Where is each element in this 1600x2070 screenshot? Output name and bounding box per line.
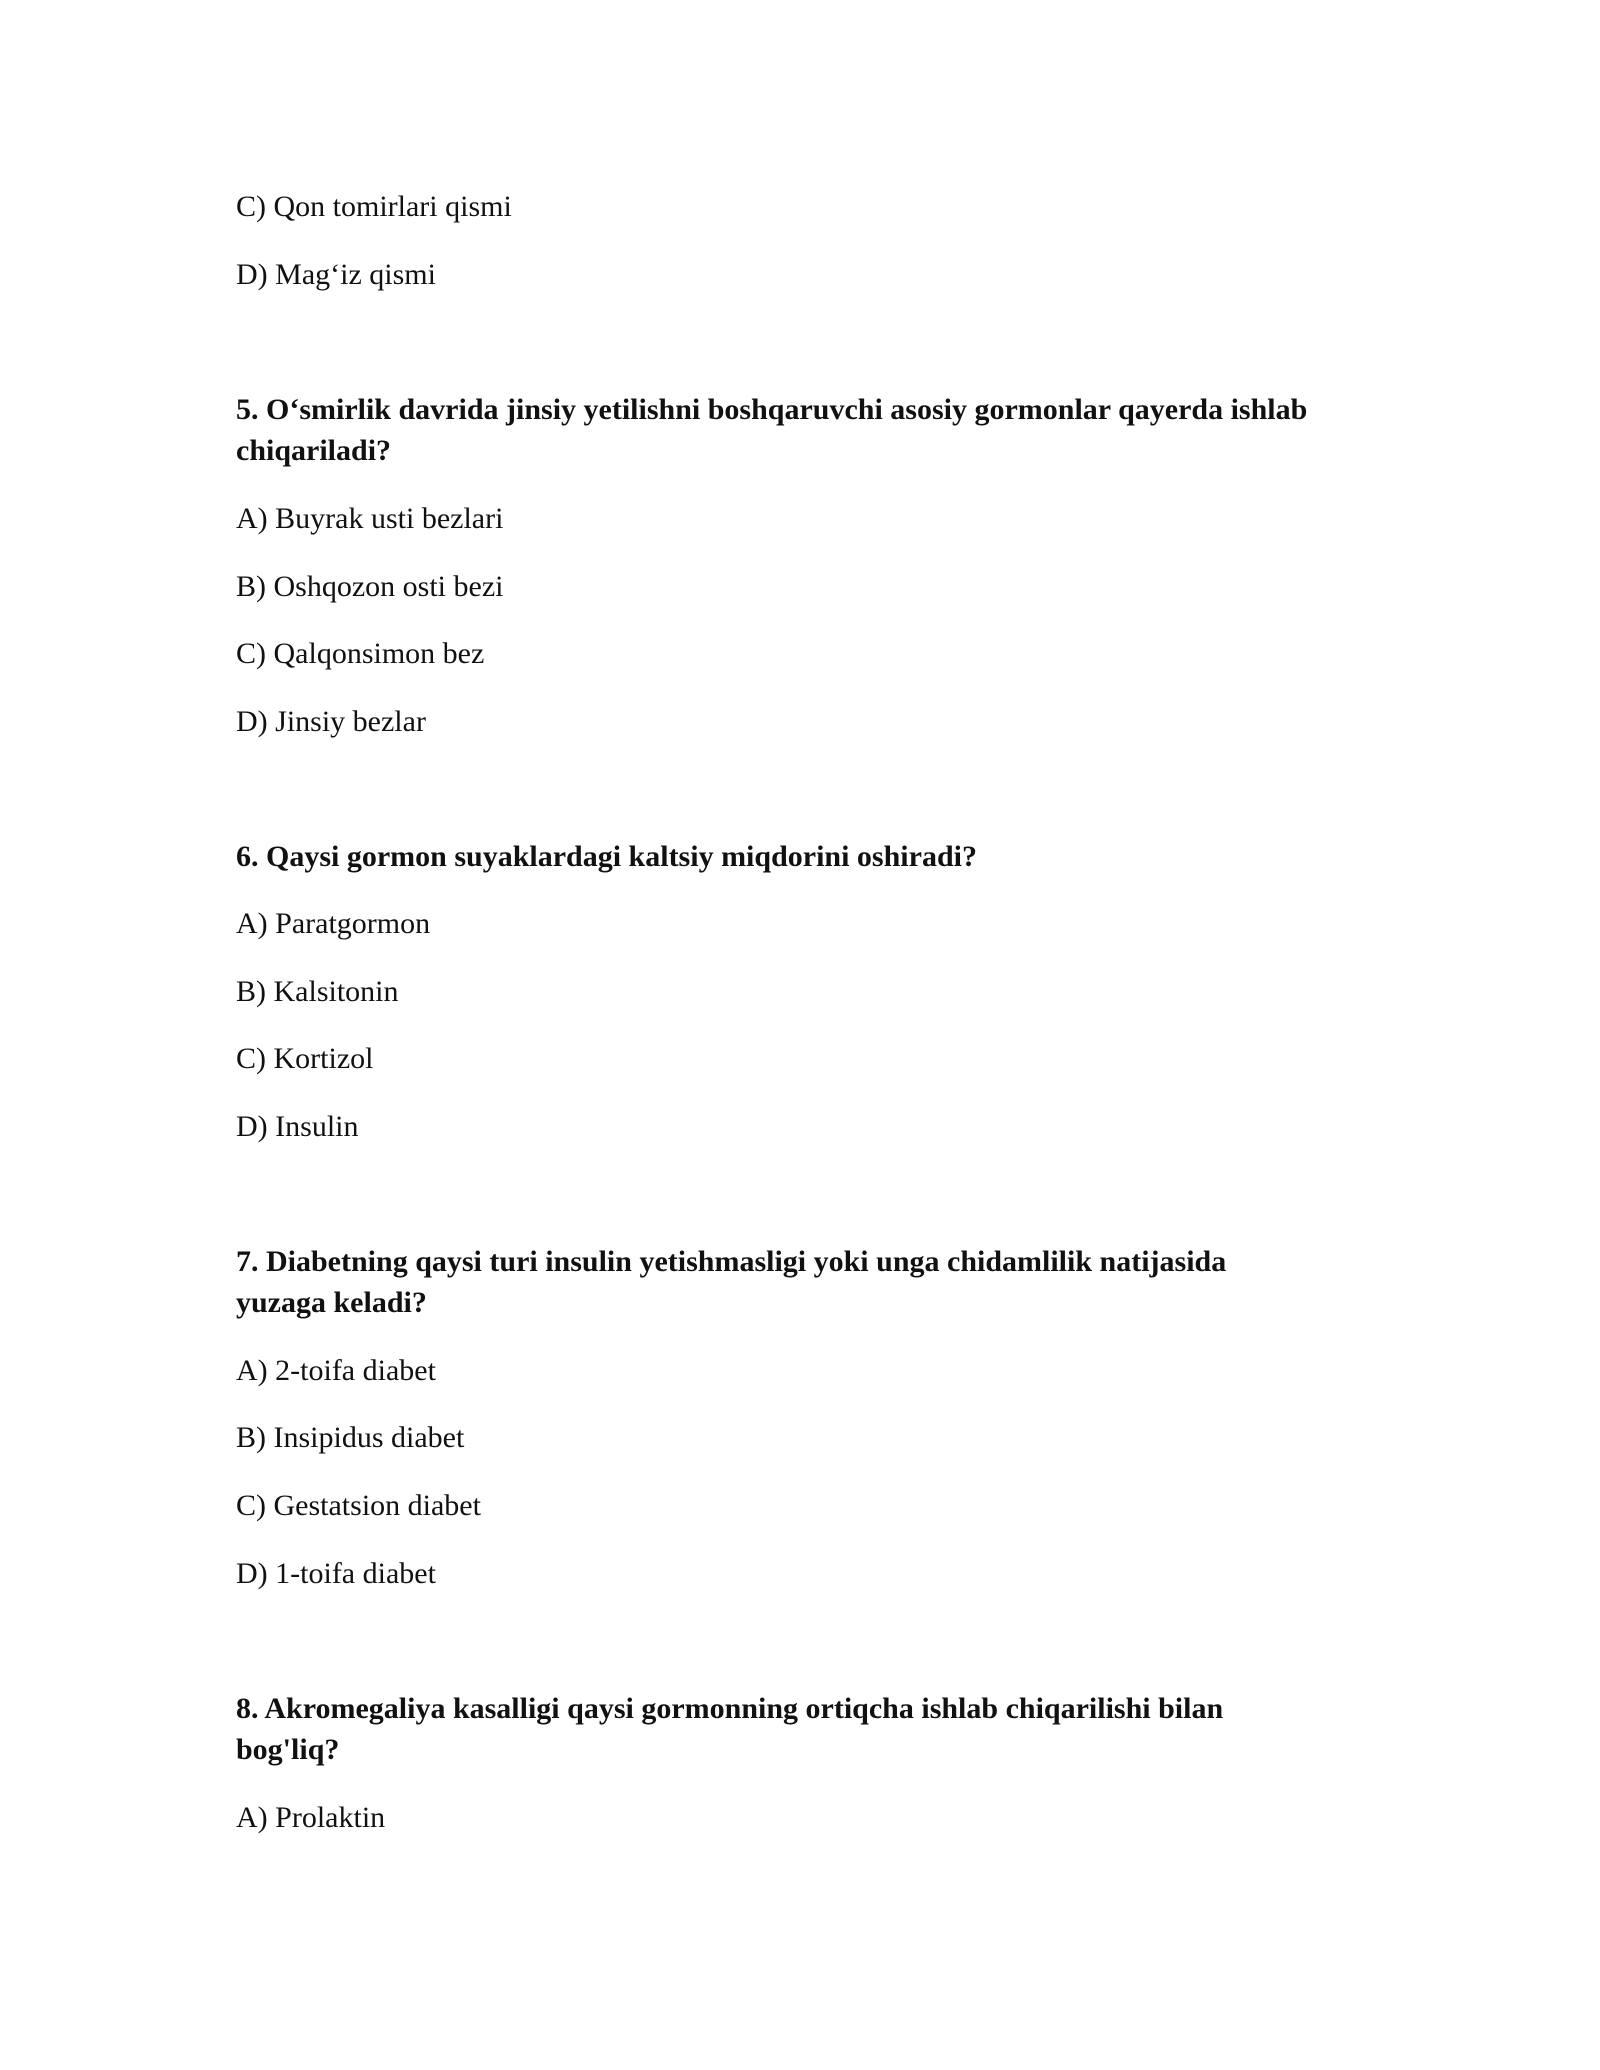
question-7-option-d: D) 1-toifa diabet bbox=[236, 1557, 436, 1590]
question-5-option-d: D) Jinsiy bezlar bbox=[236, 705, 426, 738]
question-6-option-c: C) Kortizol bbox=[236, 1042, 374, 1075]
question-7-line-2: yuzaga keladi? bbox=[236, 1286, 427, 1319]
question-5-option-a: A) Buyrak usti bezlari bbox=[236, 502, 504, 535]
question-8-line-2: bog'liq? bbox=[236, 1733, 340, 1766]
question-6-option-b: B) Kalsitonin bbox=[236, 975, 399, 1008]
question-7-option-b: B) Insipidus diabet bbox=[236, 1421, 465, 1454]
question-5-option-c: C) Qalqonsimon bez bbox=[236, 637, 485, 670]
question-5-line-1: 5. O‘smirlik davrida jinsiy yetilishni boshqaruvchi asosiy gormonlar qayerda ishlab bbox=[236, 393, 1308, 426]
question-6-option-a: A) Paratgormon bbox=[236, 907, 431, 940]
prev-option-c: C) Qon tomirlari qismi bbox=[236, 190, 512, 223]
prev-option-d: D) Mag‘iz qismi bbox=[236, 258, 436, 291]
question-8-line-1: 8. Akromegaliya kasalligi qaysi gormonning ortiqcha ishlab chiqarilishi bilan bbox=[236, 1692, 1224, 1725]
question-5-option-b: B) Oshqozon osti bezi bbox=[236, 570, 504, 603]
question-7-option-c: C) Gestatsion diabet bbox=[236, 1489, 481, 1522]
question-5-line-2: chiqariladi? bbox=[236, 434, 392, 467]
question-7-option-a: A) 2-toifa diabet bbox=[236, 1354, 436, 1387]
question-8-option-a: A) Prolaktin bbox=[236, 1801, 386, 1834]
question-7-line-1: 7. Diabetning qaysi turi insulin yetishmasligi yoki unga chidamlilik natijasida bbox=[236, 1245, 1227, 1278]
question-6-option-d: D) Insulin bbox=[236, 1110, 359, 1143]
question-6-line-1: 6. Qaysi gormon suyaklardagi kaltsiy miqdorini oshiradi? bbox=[236, 840, 977, 873]
